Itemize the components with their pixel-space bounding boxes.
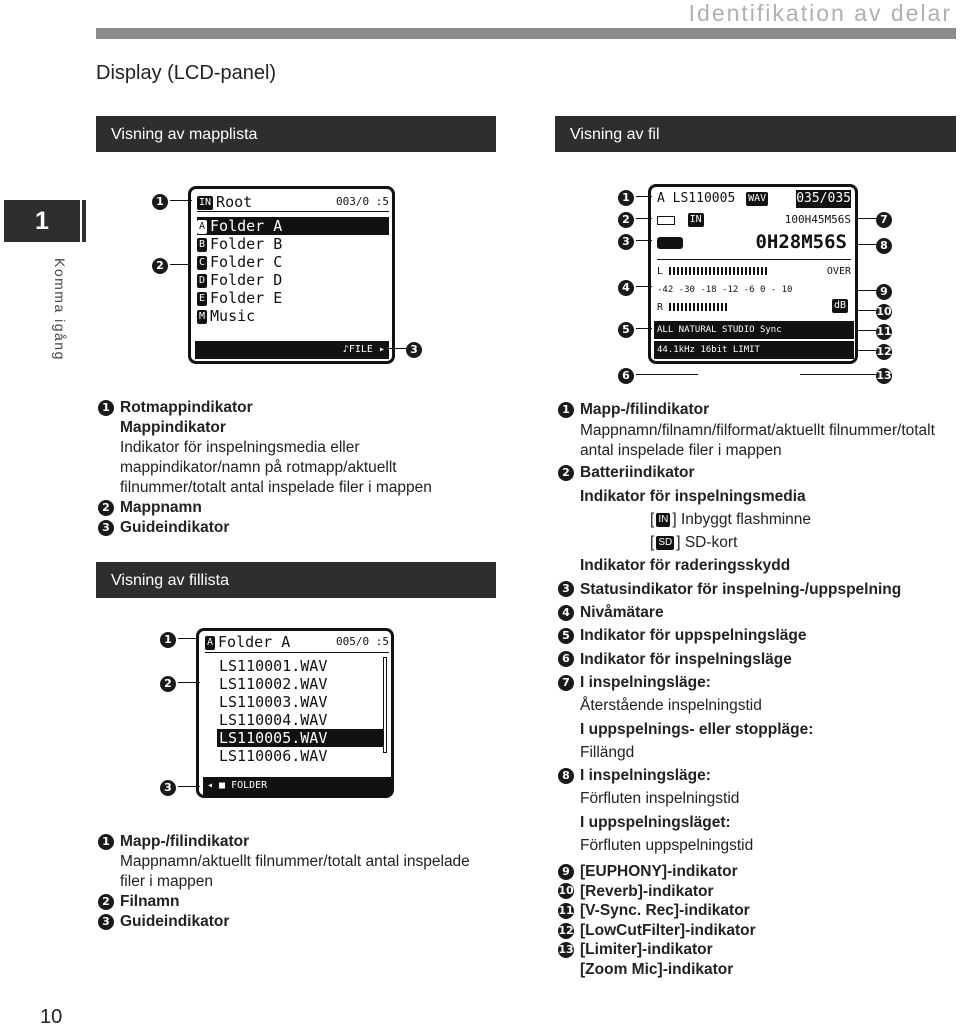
- item-title: Nivåmätare: [580, 604, 664, 622]
- marker-10: 10: [558, 884, 574, 898]
- item-text: Fillängd: [580, 743, 635, 761]
- marker-1: 1: [152, 194, 168, 210]
- lcd-divider: [205, 652, 389, 653]
- item-title: LowCutFilter: [585, 921, 680, 939]
- remaining-time: 100H45M56S: [784, 213, 851, 226]
- leader-line: [170, 200, 192, 201]
- marker-9: 9: [558, 864, 574, 880]
- elapsed-time: 0H28M56S: [755, 231, 847, 253]
- file-view-desc-tail: 9 [EUPHONY]-indikator 10 [Reverb]-indikator 11 [V-Sync. Rec]-indikator 12 [LowCutFilter]-indikator 13 [Limiter]-indikator [Zoom Mic]-indikator: [558, 863, 756, 978]
- item-title: Statusindikator för inspelning-/uppspelning: [580, 580, 902, 598]
- leader-line: [856, 310, 876, 311]
- time-row: [657, 233, 851, 251]
- marker-11: 11: [876, 325, 892, 338]
- leader-line: [636, 218, 652, 219]
- folder-icon: A: [207, 636, 214, 648]
- folder-row[interactable]: [197, 307, 255, 325]
- marker-5: 5: [618, 322, 634, 338]
- file-row[interactable]: LS110002.WAV: [219, 675, 328, 693]
- level-meter-l: L OVER: [657, 263, 851, 281]
- folder-badge: B: [199, 238, 206, 250]
- folder-name: Folder B: [210, 235, 283, 253]
- file-row[interactable]: LS110004.WAV: [219, 711, 328, 729]
- level-bar: [669, 267, 769, 275]
- item-subtitle: I uppspelningsläget:: [580, 813, 731, 831]
- item-title: Guideindikator: [120, 913, 230, 930]
- marker-3: 3: [160, 780, 176, 796]
- file-counter: 003/0 :5: [336, 195, 389, 208]
- leader-line: [800, 374, 876, 375]
- marker-7: 7: [876, 212, 892, 228]
- marker-3: 3: [98, 914, 114, 930]
- leader-line: [636, 286, 652, 287]
- marker-4: 4: [618, 280, 634, 296]
- leader-line: [856, 330, 876, 331]
- chapter-side-label: Komma igång: [52, 258, 68, 361]
- folder-list-desc: [98, 398, 498, 538]
- item-title: Mapp-/filindikator: [580, 401, 710, 418]
- item-suffix: -indikator: [667, 863, 738, 880]
- folder-name: Folder A: [210, 217, 283, 235]
- panel-file-list: Visning av fillista: [96, 562, 496, 598]
- media-icon: IN: [199, 196, 212, 208]
- leader-line: [178, 638, 198, 639]
- item-title: Mapp-/filindikator: [120, 833, 250, 850]
- item-suffix: -indikator: [679, 902, 750, 920]
- file-row[interactable]: LS110006.WAV: [219, 747, 328, 765]
- item-text: Mappnamn/aktuellt filnummer/totalt antal inspelade filer i mappen: [120, 853, 470, 890]
- marker-7: 7: [558, 675, 574, 691]
- item-text: Förfluten inspelningstid: [580, 790, 740, 808]
- leader-line: [178, 786, 200, 787]
- folder-name: Music: [210, 307, 256, 325]
- item-subtitle: Indikator för inspelningsmedia: [580, 487, 806, 505]
- panel-folder-list: Visning av mapplista: [96, 116, 496, 152]
- section-title: Display (LCD-panel): [96, 62, 277, 84]
- status-row: [657, 211, 851, 229]
- marker-6: 6: [618, 368, 634, 384]
- lcd-divider: [197, 211, 389, 212]
- leader-line: [636, 374, 698, 375]
- marker-13: 13: [558, 943, 574, 957]
- mode-bar: ALL NATURAL STUDIO Sync: [654, 321, 854, 339]
- record-status-icon: [657, 237, 683, 249]
- leader-line: [388, 348, 406, 349]
- marker-11: 11: [558, 903, 574, 917]
- folder-label: Folder A: [218, 633, 291, 651]
- leader-line: [856, 290, 876, 291]
- folder-name: Folder C: [210, 253, 283, 271]
- item-suffix: -indikator: [685, 921, 756, 939]
- guide-bar: ♪FILE ▸: [195, 341, 389, 359]
- folder-name: Folder D: [210, 271, 283, 289]
- item-text: Återstående inspelningstid: [580, 697, 762, 715]
- folder-badge: D: [199, 274, 206, 286]
- item-title: Mappnamn: [120, 499, 202, 516]
- marker-4: 4: [558, 605, 574, 621]
- marker-1: 1: [558, 402, 574, 418]
- item-title: I inspelningsläge:: [580, 767, 711, 785]
- item-subtitle: Indikator för raderingsskydd: [580, 557, 791, 575]
- file-row[interactable]: LS110001.WAV: [219, 657, 328, 675]
- panel-file-view: Visning av fil: [555, 116, 956, 152]
- marker-3: 3: [98, 520, 114, 536]
- over-label: OVER: [826, 266, 851, 277]
- item-text: Inbyggt flashminne: [680, 510, 812, 528]
- leader-line: [856, 350, 876, 351]
- marker-2: 2: [98, 894, 114, 910]
- leader-line: [636, 240, 652, 241]
- db-label: dB: [833, 300, 846, 311]
- folder-badge: M: [199, 310, 206, 322]
- lcd-header: [205, 633, 389, 651]
- chapter-divider: [82, 200, 86, 242]
- item-text: Indikator för inspelningsmedia eller mappindikator/namn på rotmapp/aktuellt filnummer/totalt antal inspelade filer i mappen: [120, 439, 432, 496]
- leader-line: [856, 244, 876, 245]
- marker-2: 2: [152, 258, 168, 274]
- file-header: [657, 190, 851, 208]
- folder-badge: E: [199, 292, 206, 304]
- marker-12: 12: [558, 923, 574, 937]
- battery-icon: [657, 216, 675, 225]
- marker-8: 8: [558, 768, 574, 784]
- marker-8: 8: [876, 238, 892, 254]
- marker-3: 3: [558, 581, 574, 597]
- item-title: EUPHONY: [585, 863, 662, 880]
- leader-line: [636, 196, 652, 197]
- root-label: Root: [216, 193, 253, 211]
- item-title: Rotmappindikator: [120, 399, 253, 416]
- item-subtitle: Mappindikator: [120, 419, 226, 436]
- folder-row[interactable]: [197, 235, 282, 253]
- scrollbar[interactable]: [383, 657, 387, 753]
- item-title: Filnamn: [120, 893, 180, 910]
- marker-10: 10: [876, 305, 892, 318]
- file-view-lcd: [648, 184, 858, 364]
- folder-badge: A: [199, 220, 206, 232]
- item-subtitle: I uppspelnings- eller stoppläge:: [580, 720, 814, 738]
- item-suffix: -indikator: [642, 882, 714, 900]
- marker-5: 5: [558, 628, 574, 644]
- marker-2: 2: [618, 212, 634, 228]
- marker-3: 3: [618, 234, 634, 250]
- media-sd: [ SD ] SD-kort: [650, 534, 738, 552]
- file-row[interactable]: LS110005.WAV: [217, 729, 383, 747]
- internal-memory-icon: IN: [658, 513, 669, 525]
- marker-9: 9: [876, 284, 892, 300]
- rate-bar: 44.1kHz 16bit LIMIT: [654, 341, 854, 359]
- folder-name: Folder E: [210, 289, 283, 307]
- marker-3: 3: [406, 342, 422, 358]
- marker-1: 1: [618, 190, 634, 206]
- folder-row[interactable]: [197, 217, 389, 235]
- item-title: I inspelningsläge:: [580, 673, 711, 691]
- leader-line: [856, 218, 876, 219]
- item-title: V-Sync. Rec: [585, 902, 674, 920]
- media-internal: [ IN ] Inbyggt flashminne: [650, 510, 812, 528]
- page-number: 10: [40, 1006, 63, 1028]
- file-counter: 005/0 :5: [336, 635, 389, 648]
- folder-badge: C: [199, 256, 206, 268]
- leader-line: [636, 328, 652, 329]
- item-suffix: -indikator: [642, 941, 713, 959]
- file-counter: 035/035: [796, 191, 851, 206]
- item-title: Indikator för uppspelningsläge: [580, 627, 807, 645]
- file-name: A LS110005: [657, 191, 736, 206]
- file-row[interactable]: LS110003.WAV: [219, 693, 328, 711]
- leader-line: [178, 682, 200, 683]
- leader-line: [170, 264, 190, 265]
- top-rule: [96, 28, 956, 39]
- item-text: SD-kort: [684, 534, 738, 552]
- lcd-header: [197, 193, 389, 211]
- file-view-desc: [558, 398, 958, 857]
- lcd-divider: [657, 259, 851, 260]
- item-suffix: -indikator: [662, 960, 734, 978]
- header-title: Identifikation av delar: [688, 0, 952, 26]
- item-title: Batteriindikator: [580, 464, 695, 482]
- marker-1: 1: [160, 632, 176, 648]
- folder-row[interactable]: [197, 289, 282, 307]
- item-title: Limiter: [585, 941, 637, 959]
- media-icon: IN: [689, 214, 702, 225]
- guide-bar: ◂ ■ FOLDER: [203, 777, 391, 795]
- item-text: Förfluten uppspelningstid: [580, 837, 754, 855]
- item-title: Guideindikator: [120, 519, 230, 536]
- level-meter-r: R dB: [657, 300, 846, 313]
- marker-2: 2: [98, 500, 114, 516]
- marker-6: 6: [558, 651, 574, 667]
- item-title: Indikator för inspelningsläge: [580, 650, 792, 668]
- folder-row[interactable]: [197, 253, 282, 271]
- item-title: Zoom Mic: [585, 960, 658, 978]
- file-list-desc: [98, 832, 498, 932]
- chapter-number: 1: [4, 200, 80, 242]
- meter-scale: -42 -30 -18 -12 -6 0 - 10: [657, 285, 793, 295]
- marker-13: 13: [876, 369, 892, 382]
- marker-2: 2: [558, 465, 574, 481]
- marker-1: 1: [98, 834, 114, 850]
- folder-row[interactable]: [197, 271, 282, 289]
- marker-12: 12: [876, 345, 892, 358]
- format-badge: WAV: [748, 192, 767, 204]
- item-title: Reverb: [585, 882, 638, 900]
- marker-2: 2: [160, 676, 176, 692]
- marker-1: 1: [98, 400, 114, 416]
- folder-list-lcd: [188, 186, 395, 364]
- sd-card-icon: SD: [658, 537, 673, 549]
- item-text: Mappnamn/filnamn/filformat/aktuellt filnummer/totalt antal inspelade filer i mappen: [580, 422, 935, 460]
- file-list-lcd: [196, 628, 394, 798]
- level-bar: [669, 303, 729, 311]
